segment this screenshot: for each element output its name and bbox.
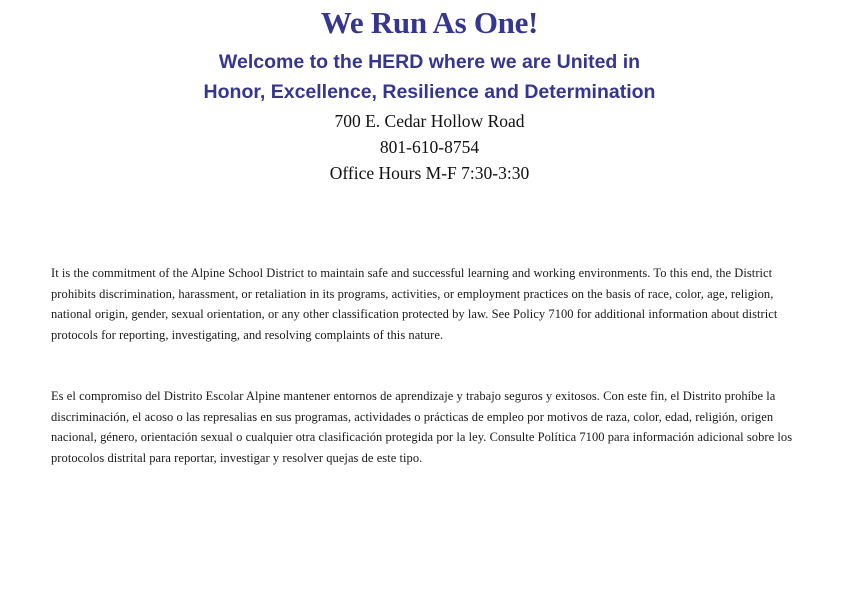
- welcome-subtitle-line-1: Welcome to the HERD where we are United in: [218, 51, 641, 73]
- page-header: [0, 4, 859, 186]
- nondiscrimination-notice-english: It is the commitment of the Alpine School District to maintain safe and successful learning and working environments. To this end, the District prohibits discrimination, harassment, or retaliation in its programs, activities, or employment practices on the basis of race, color, age, religion, national origin, gender, sexual orientation, or any other classification protected by law. See Policy 7100 for additional information about district protocols for reporting, investigating, and resolving complaints of this nature.: [51, 266, 778, 342]
- school-address: 700 E. Cedar Hollow Road: [334, 111, 525, 131]
- office-hours: Office Hours M-F 7:30-3:30: [329, 163, 530, 183]
- welcome-subtitle-line-2: Honor, Excellence, Resilience and Determination: [203, 81, 656, 103]
- nondiscrimination-notice-spanish: Es el compromiso del Distrito Escolar Alpine mantener entornos de aprendizaje y trabajo seguros y exitosos. Con este fin, el Distrito prohíbe la discriminación, el acoso o las represalias en sus programas, actividades o prácticas de empleo por motivos de raza, color, edad, religión, origen nacional, género, orientación sexual o cualquier otra clasificación protegida por la ley. Consulte Política 7100 para información adicional sobre los protocolos distrital para reportar, investigar y resolver quejas de este tipo.: [51, 389, 793, 465]
- school-phone: 801-610-8754: [379, 137, 480, 157]
- page-title: We Run As One!: [320, 5, 539, 40]
